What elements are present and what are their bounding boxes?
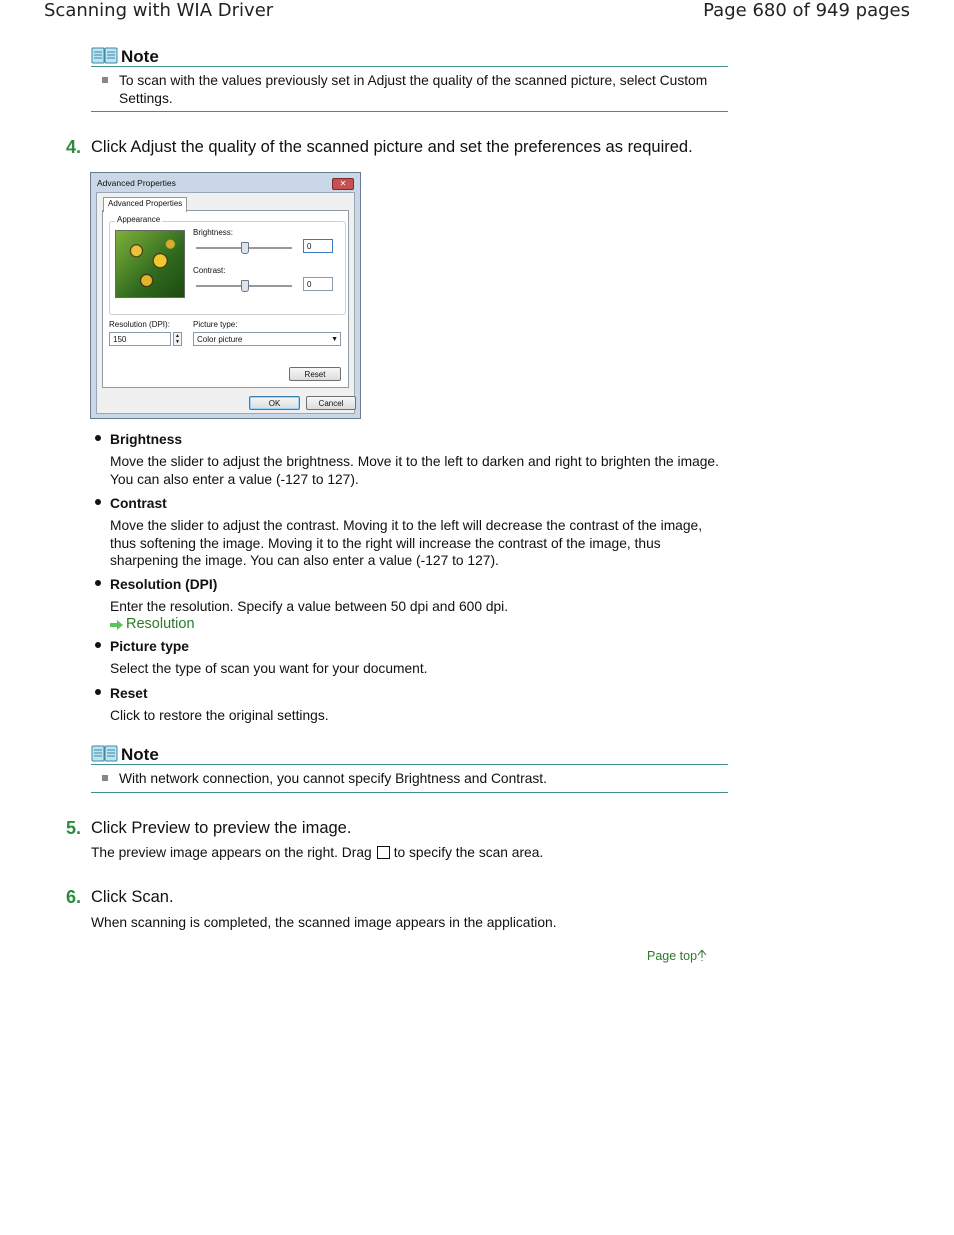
resolution-link[interactable]: Resolution (110, 615, 731, 633)
step-5-description: The preview image appears on the right. Drag to specify the scan area. (91, 845, 544, 860)
picture-type-select[interactable]: Color picture ▼ (193, 332, 341, 346)
step-number: 6. (66, 887, 82, 907)
note-book-icon (91, 744, 118, 764)
step-text: Click Adjust the quality of the scanned picture and set the preferences as required. (91, 138, 693, 156)
page-top-link[interactable]: Page top (647, 949, 707, 963)
square-bullet-icon (102, 77, 108, 83)
option-descriptions (91, 430, 731, 724)
up-arrow-icon (697, 949, 707, 963)
note-title: Note (121, 47, 159, 66)
list-item: Resolution (DPI) Enter the resolution. Specify a value between 50 dpi and 600 dpi. Resolution (110, 575, 731, 634)
resolution-spinner[interactable]: ▲ ▼ (173, 332, 182, 346)
close-icon[interactable]: ✕ (332, 178, 354, 190)
bullet-icon (95, 689, 101, 695)
advanced-properties-dialog (90, 172, 361, 419)
note-book-icon (91, 46, 118, 66)
appearance-group (109, 215, 346, 315)
tab-advanced-properties[interactable]: Advanced Properties (103, 197, 187, 212)
page-counter: Page 680 of 949 pages (703, 0, 910, 21)
list-item: Contrast Move the slider to adjust the contrast. Moving it to the left will decrease the contrast of the image, thus softening the image. Moving it to the right will increase the contrast of the image, thus sharpening the image. You can also enter a value (-127 to 127). (110, 494, 731, 570)
note-header (91, 740, 728, 765)
brightness-field[interactable]: 0 (303, 239, 333, 253)
green-arrow-icon (110, 618, 124, 630)
step-number: 4. (66, 137, 82, 157)
selection-frame-icon (377, 846, 390, 859)
resolution-field[interactable]: 150 (109, 332, 171, 346)
step-text: Click Preview to preview the image. (91, 819, 352, 837)
bullet-icon (95, 499, 101, 505)
brightness-slider-thumb[interactable] (241, 242, 249, 254)
ok-button[interactable]: OK (249, 396, 300, 410)
appearance-label: Appearance (117, 215, 161, 224)
square-bullet-icon (102, 775, 108, 781)
chevron-down-icon: ▼ (331, 336, 338, 343)
preview-thumbnail (115, 230, 185, 298)
bullet-icon (95, 435, 101, 441)
document-title: Scanning with WIA Driver (44, 0, 274, 21)
step-number: 5. (66, 818, 82, 838)
note-item: With network connection, you cannot specify Brightness and Contrast. (91, 770, 728, 788)
note-header (91, 42, 728, 67)
brightness-label: Brightness: (193, 228, 234, 237)
note-box-2 (91, 740, 728, 793)
reset-button[interactable]: Reset (289, 367, 341, 381)
list-item: Picture type Select the type of scan you want for your document. (110, 637, 731, 678)
list-item: Brightness Move the slider to adjust the brightness. Move it to the left to darken and right to brighten the image. You can also enter a value (-127 to 127). (110, 430, 731, 488)
picture-type-label: Picture type: (193, 320, 238, 329)
bullet-icon (95, 642, 101, 648)
contrast-label: Contrast: (193, 266, 226, 275)
dialog-title: Advanced Properties (97, 178, 176, 188)
step-text: Click Scan. (91, 888, 174, 906)
bullet-icon (95, 580, 101, 586)
resolution-label: Resolution (DPI): (109, 320, 170, 329)
note-item: To scan with the values previously set in Adjust the quality of the scanned picture, select Custom Settings. (91, 72, 728, 107)
contrast-field[interactable]: 0 (303, 277, 333, 291)
step-6-description: When scanning is completed, the scanned image appears in the application. (91, 915, 557, 930)
note-title: Note (121, 745, 159, 764)
note-box-1 (91, 42, 728, 112)
contrast-slider-thumb[interactable] (241, 280, 249, 292)
cancel-button[interactable]: Cancel (306, 396, 356, 410)
list-item: Reset Click to restore the original settings. (110, 684, 731, 725)
